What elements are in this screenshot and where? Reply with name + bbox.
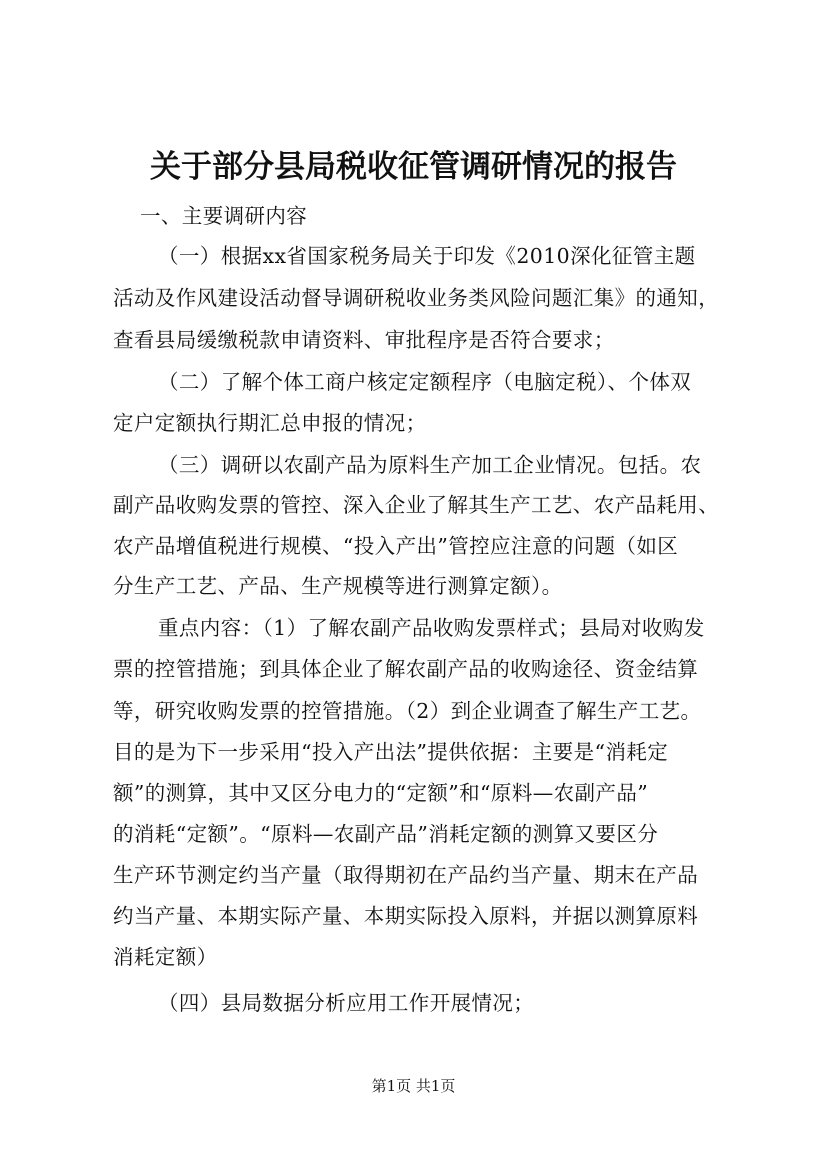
paragraph-line: （四）县局数据分析应用工作开展情况；: [158, 991, 535, 1015]
paragraph-line: 目的是为下一步采用“投入产出法”提供依据：主要是“消耗定: [113, 740, 669, 764]
paragraph-line: 消耗定额）: [113, 945, 218, 969]
document-title: 关于部分县局税收征管调研情况的报告: [150, 149, 677, 185]
paragraph-line: 重点内容：（1）了解农副产品收购发票样式；县局对收购发: [158, 616, 705, 640]
paragraph-line: 查看县局缓缴税款申请资料、审批程序是否符合要求；: [113, 328, 615, 352]
paragraph-line: 额”的测算，其中又区分电力的“定额”和“原料—农副产品”: [113, 781, 649, 805]
paragraph-line: （三）调研以农副产品为原料生产加工企业情况。包括。农: [158, 453, 702, 477]
paragraph-line: 等，研究收购发票的控管措施。（2）到企业调查了解生产工艺。: [113, 699, 702, 723]
paragraph-line: 副产品收购发票的管控、深入企业了解其生产工艺、农产品耗用、: [113, 493, 720, 517]
paragraph-line: （一）根据xx省国家税务局关于印发《2010深化征管主题: [158, 244, 696, 268]
paragraph-line: （二）了解个体工商户核定定额程序（电脑定税）、个体双: [158, 370, 692, 394]
paragraph-line: 约当产量、本期实际产量、本期实际投入原料，并据以测算原料: [113, 904, 699, 928]
paragraph-line: 分生产工艺、产品、生产规模等进行测算定额）。: [113, 574, 563, 598]
paragraph-line: 定户定额执行期汇总申报的情况；: [113, 411, 427, 435]
paragraph-line: 生产环节测定约当产量（取得期初在产品约当产量、期末在产品: [113, 863, 699, 887]
page-footer: 第1页 共1页: [371, 1077, 456, 1095]
section-heading: 一、主要调研内容: [140, 204, 308, 228]
paragraph-line: 的消耗“定额”。“原料—农副产品”消耗定额的测算又要区分: [113, 822, 659, 846]
paragraph-line: 活动及作风建设活动督导调研税收业务类风险问题汇集》的通知，: [113, 286, 720, 310]
paragraph-line: 票的控管措施；到具体企业了解农副产品的收购途径、资金结算: [113, 657, 699, 681]
paragraph-line: 农产品增值税进行规模、“投入产出”管控应注意的问题（如区: [113, 534, 679, 558]
